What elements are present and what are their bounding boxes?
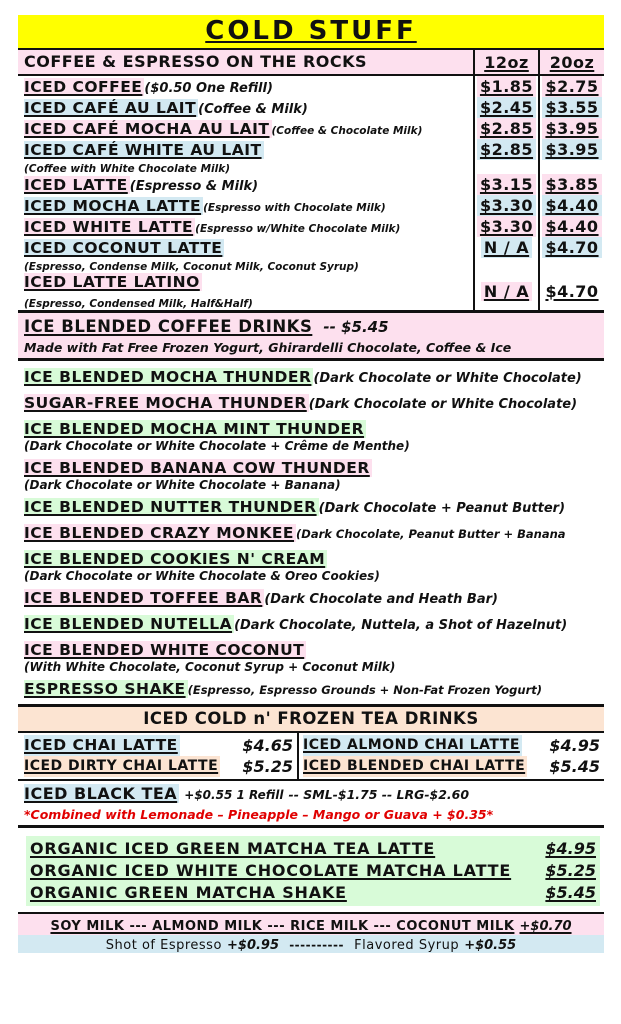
blended-item — [24, 419, 598, 453]
item-name: ICED DIRTY CHAI LATTE — [24, 756, 220, 777]
espresso-shot-label: Shot of Espresso — [105, 938, 222, 953]
item-name: ICE BLENDED WHITE COCONUT — [24, 641, 305, 659]
size-prices: -- SML-$1.75 -- LRG-$2.60 — [288, 787, 470, 802]
separator: ---------- — [289, 938, 344, 952]
item-name: ICED MOCHA LATTE — [24, 197, 202, 215]
item-name: ICED CAFÉ AU LAIT — [24, 99, 197, 117]
item-desc: (Dark Chocolate + Peanut Butter) — [318, 501, 566, 516]
coffee-section-title: COFFEE & ESPRESSO ON THE ROCKS — [24, 52, 368, 71]
item-name: ICE BLENDED MOCHA THUNDER — [24, 368, 312, 386]
matcha-item — [30, 860, 596, 882]
menu-item-row — [18, 216, 604, 237]
tea-header — [18, 704, 604, 733]
item-desc: (Espresso, Condensed Milk, Half&Half) — [24, 298, 253, 310]
blended-header — [18, 313, 604, 361]
item-desc: (Dark Chocolate or White Chocolate + Banana) — [24, 478, 341, 492]
item-price: $5.25 — [242, 757, 293, 776]
item-desc: (Espresso, Espresso Grounds + Non-Fat Frozen Yogurt) — [187, 683, 543, 697]
menu-item-row — [18, 195, 604, 216]
refill-note: +$0.55 1 Refill — [184, 788, 284, 802]
blended-item — [24, 640, 598, 674]
item-desc: (Dark Chocolate, Peanut Butter + Banana — [296, 527, 566, 541]
item-name: ICED CAFÉ WHITE AU LAIT — [24, 141, 262, 159]
menu-item-row — [18, 76, 604, 97]
item-name: ICED BLENDED CHAI LATTE — [303, 756, 527, 777]
tea-col-right — [297, 733, 604, 779]
item-name: SUGAR-FREE MOCHA THUNDER — [24, 394, 307, 412]
item-desc: (Coffee with White Chocolate Milk) — [24, 163, 231, 175]
item-desc: (With White Chocolate, Coconut Syrup + Coconut Milk) — [24, 660, 396, 674]
item-desc: ($0.50 One Refill) — [144, 81, 273, 96]
price-12oz: $2.85 — [477, 139, 536, 160]
item-desc: (Dark Chocolate and Heath Bar) — [264, 592, 498, 607]
item-desc: (Dark Chocolate or White Chocolate + Crême de Menthe) — [24, 439, 410, 453]
blended-item — [24, 679, 598, 700]
milk-options-row — [18, 914, 604, 935]
blended-item — [24, 588, 598, 609]
item-desc: (Dark Chocolate or White Chocolate & Oreo Cookies) — [24, 569, 380, 583]
price-20oz: $4.40 — [542, 216, 601, 237]
coffee-section — [18, 50, 604, 313]
menu-item-row — [18, 237, 604, 258]
price-20oz: $3.95 — [542, 118, 601, 139]
price-12oz: $3.15 — [477, 174, 536, 195]
blended-item — [24, 497, 598, 518]
item-price: $5.25 — [545, 861, 596, 880]
item-name: ICED WHITE LATTE — [24, 218, 194, 236]
price-20oz: $3.85 — [542, 174, 601, 195]
item-name: ICED LATTE LATINO — [24, 273, 200, 291]
syrup-label: Flavored Syrup — [354, 938, 460, 953]
item-name: ICE BLENDED TOFFEE BAR — [24, 589, 263, 607]
tea-col-left — [18, 733, 297, 779]
blended-item — [24, 458, 598, 492]
item-name: ICED BLACK TEA — [24, 784, 178, 803]
menu-item-row — [18, 139, 604, 160]
menu-item-row — [18, 174, 604, 195]
price-12oz: $2.85 — [477, 118, 536, 139]
size-12oz-header: 12oz — [484, 52, 529, 72]
menu-item-desc-row — [18, 160, 604, 174]
blended-subtitle: Made with Fat Free Frozen Yogurt, Ghirardelli Chocolate, Coffee & Ice — [24, 340, 512, 355]
item-desc: (Coffee & Milk) — [198, 102, 308, 117]
item-price: $5.45 — [549, 757, 600, 776]
black-tea-row — [18, 781, 604, 828]
item-price: $5.45 — [545, 883, 596, 902]
milk-price: +$0.70 — [519, 919, 572, 934]
menu-item-row — [18, 272, 604, 313]
menu-board — [18, 15, 604, 953]
blended-price: -- $5.45 — [323, 318, 389, 336]
price-12oz: $1.85 — [477, 76, 536, 97]
item-price: $4.95 — [545, 839, 596, 858]
item-name: ICED COFFEE — [24, 78, 143, 96]
item-desc: (Espresso w/White Chocolate Milk) — [195, 223, 401, 235]
coffee-header-row — [18, 50, 604, 76]
price-20oz: $2.75 — [542, 76, 601, 97]
page-title: COLD STUFF — [205, 16, 417, 46]
item-name: ORGANIC ICED GREEN MATCHA TEA LATTE — [30, 839, 436, 858]
price-20oz: $3.95 — [542, 139, 601, 160]
item-price: $4.95 — [549, 736, 600, 755]
item-desc: (Espresso & Milk) — [129, 179, 259, 194]
menu-item-row — [18, 97, 604, 118]
menu-title-banner — [18, 15, 604, 50]
item-name: ICE BLENDED NUTTER THUNDER — [24, 498, 317, 516]
blended-item — [24, 393, 598, 414]
item-name: ICED COCONUT LATTE — [24, 239, 223, 257]
item-name: ICED LATTE — [24, 176, 128, 194]
matcha-section — [26, 836, 600, 906]
price-12oz: $3.30 — [477, 216, 536, 237]
item-name: ICE BLENDED MOCHA MINT THUNDER — [24, 420, 365, 438]
item-desc: (Dark Chocolate, Nuttela, a Shot of Hazelnut) — [234, 618, 568, 633]
addons-row — [18, 935, 604, 953]
flavor-note: *Combined with Lemonade – Pineapple – Mango or Guava + $0.35* — [24, 807, 494, 822]
item-name: ORGANIC ICED WHITE CHOCOLATE MATCHA LATTE — [30, 861, 512, 880]
tea-item — [24, 756, 293, 777]
item-name: ICE BLENDED CRAZY MONKEE — [24, 524, 295, 542]
price-20oz: $4.40 — [542, 195, 601, 216]
price-20oz: $4.70 — [542, 237, 601, 258]
tea-item — [24, 735, 293, 756]
item-name: ICED CHAI LATTE — [24, 736, 178, 754]
blended-section-title: ICE BLENDED COFFEE DRINKS — [24, 317, 313, 336]
item-name: ICE BLENDED BANANA COW THUNDER — [24, 459, 370, 477]
price-20oz: $3.55 — [542, 97, 601, 118]
item-name: ORGANIC GREEN MATCHA SHAKE — [30, 883, 347, 902]
item-desc: (Dark Chocolate or White Chocolate) — [313, 371, 582, 386]
blended-list — [18, 361, 604, 700]
tea-grid — [18, 733, 604, 781]
espresso-shot-price: +$0.95 — [227, 938, 280, 953]
menu-item-row — [18, 118, 604, 139]
item-desc: (Espresso with Chocolate Milk) — [203, 202, 386, 214]
blended-item — [24, 367, 598, 388]
blended-item — [24, 523, 598, 544]
price-12oz: $3.30 — [477, 195, 536, 216]
tea-item — [303, 735, 600, 756]
item-desc: (Coffee & Chocolate Milk) — [271, 125, 423, 137]
price-12oz: N / A — [481, 237, 532, 258]
extras-section — [18, 912, 604, 953]
tea-section-title: ICED COLD n' FROZEN TEA DRINKS — [143, 709, 479, 728]
item-desc: (Dark Chocolate or White Chocolate) — [308, 397, 578, 412]
item-name: ICE BLENDED NUTELLA — [24, 615, 233, 633]
size-20oz-header: 20oz — [549, 52, 595, 72]
price-20oz: $4.70 — [545, 281, 599, 301]
tea-item — [303, 756, 600, 777]
item-desc: (Espresso, Condense Milk, Coconut Milk, Coconut Syrup) — [24, 261, 359, 273]
item-name: ICE BLENDED COOKIES N' CREAM — [24, 550, 326, 568]
syrup-price: +$0.55 — [464, 938, 517, 953]
blended-item — [24, 614, 598, 635]
item-name: ESPRESSO SHAKE — [24, 680, 186, 698]
item-price: $4.65 — [242, 736, 293, 755]
matcha-item — [30, 838, 596, 860]
blended-item — [24, 549, 598, 583]
item-name: ICED CAFÉ MOCHA AU LAIT — [24, 120, 270, 138]
matcha-item — [30, 882, 596, 904]
price-12oz: $2.45 — [477, 97, 536, 118]
milk-options: SOY MILK --- ALMOND MILK --- RICE MILK --- COCONUT MILK — [50, 919, 515, 934]
menu-item-desc-row — [18, 258, 604, 272]
item-name: ICED ALMOND CHAI LATTE — [303, 735, 522, 756]
price-12oz: N / A — [481, 282, 532, 301]
